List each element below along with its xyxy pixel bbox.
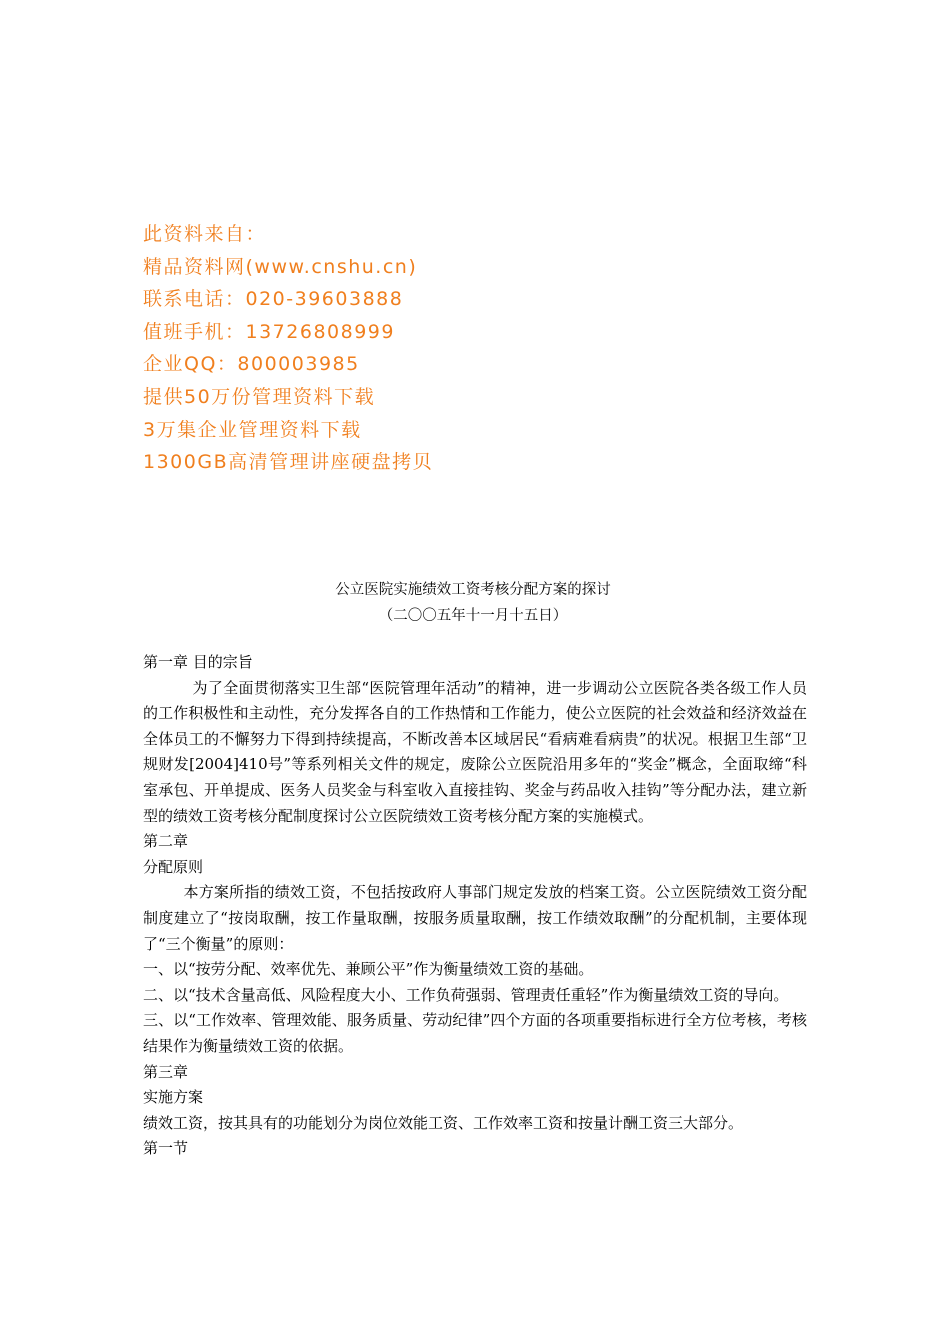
- promo-source-label: 此资料来自：: [143, 223, 267, 245]
- document-body: [143, 650, 807, 1162]
- promo-mobile: 值班手机：13726808999: [143, 320, 395, 343]
- promo-offer-2: 3万集企业管理资料下载: [143, 418, 362, 441]
- promo-offer-1: 提供50万份管理资料下载: [143, 385, 376, 408]
- promo-phone: 联系电话：020-39603888: [143, 288, 404, 311]
- chapter1-paragraph: 为了全面贯彻落实卫生部“医院管理年活动”的精神，进一步调动公立医院各类各级工作人员的工作积极性和主动性，充分发挥各自的工作热情和工作能力，使公立医院的社会效益和经济效益在全体员工的不懈努力下得到持续提高，不断改善本区域居民“看病难看病贵”的状况。根据卫生部“卫规财发[2004]410号”等系列相关文件的规定，废除公立医院沿用多年的“奖金”概念，全面取缔“科室承包、开单提成、医务人员奖金与科室收入直接挂钩、奖金与药品收入挂钩”等分配办法，建立新型的绩效工资考核分配制度探讨公立医院绩效工资考核分配方案的实施模式。: [143, 678, 807, 825]
- section1-heading: 第一节: [143, 1139, 189, 1158]
- chapter2-subheading: 分配原则: [143, 857, 204, 876]
- document-title: 公立医院实施绩效工资考核分配方案的探讨: [335, 582, 611, 598]
- promo-qq: 企业QQ：800003985: [143, 353, 360, 376]
- chapter2-paragraph: 本方案所指的绩效工资，不包括按政府人事部门规定发放的档案工资。公立医院绩效工资分配制度建立了“按岗取酬，按工作量取酬，按服务质量取酬，按工作绩效取酬”的分配机制，主要体现了“三个衡量”的原则：: [143, 883, 807, 953]
- principle-3: 三、以“工作效率、管理效能、服务质量、劳动纪律”四个方面的各项重要指标进行全方位考核，考核结果作为衡量绩效工资的依据。: [143, 1011, 807, 1055]
- chapter3-heading: 第三章: [143, 1062, 189, 1081]
- principle-2: 二、以“技术含量高低、风险程度大小、工作负荷强弱、管理责任重轻”作为衡量绩效工资的导向。: [143, 985, 789, 1004]
- chapter3-subheading: 实施方案: [143, 1088, 204, 1107]
- document-date: （二〇〇五年十一月十五日）: [378, 608, 568, 624]
- principle-1: 一、以“按劳分配、效率优先、兼顾公平”作为衡量绩效工资的基础。: [143, 960, 594, 979]
- chapter1-heading: 第一章 目的宗旨: [143, 653, 253, 671]
- chapter3-paragraph: 绩效工资，按其具有的功能划分为岗位效能工资、工作效率工资和按量计酬工资三大部分。: [143, 1113, 744, 1132]
- promo-block: [143, 218, 703, 479]
- promo-offer-3: 1300GB高清管理讲座硬盘拷贝: [143, 451, 434, 474]
- chapter2-heading: 第二章: [143, 832, 189, 851]
- promo-website: 精品资料网(www.cnshu.cn): [143, 255, 418, 278]
